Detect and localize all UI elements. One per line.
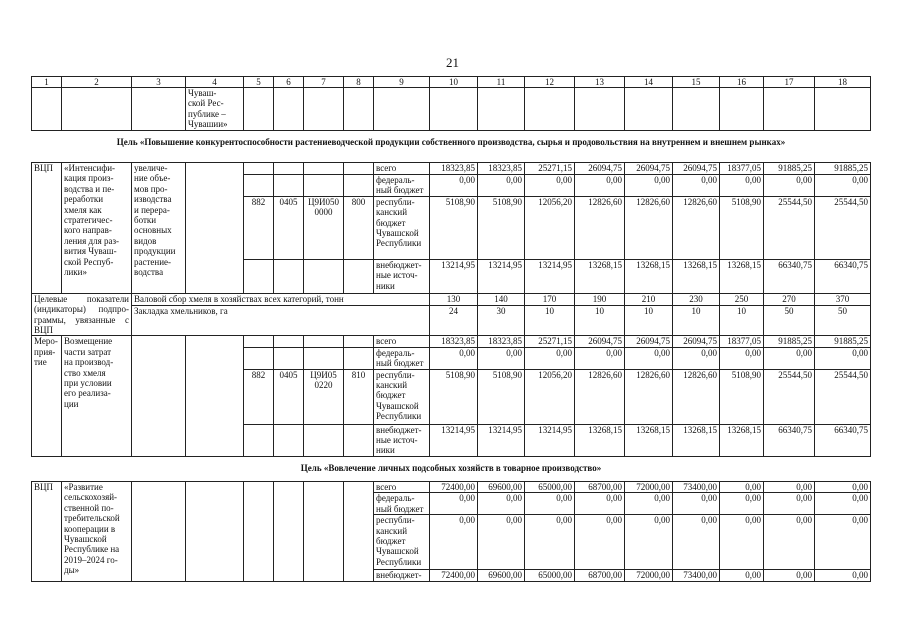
indicators-label: Целевые показатели (индикаторы) подпро-граммы, увязанные с ВЦП xyxy=(32,293,132,336)
block3-row-0 xyxy=(32,481,871,492)
block1-csr: Ц9И050 0000 xyxy=(304,196,344,259)
block1-value-0-7: 91885,25 xyxy=(764,163,815,175)
block2-value-2-0: 5108,90 xyxy=(430,369,478,424)
block2-value-1-8: 0,00 xyxy=(815,347,871,369)
indicator-value-1-4: 10 xyxy=(625,305,673,336)
block2-value-2-6: 5108,90 xyxy=(720,369,764,424)
block1-purpose: увеличе- ние объе- мов про- изводства и перера- ботки основных видов продукции растение- водства xyxy=(132,163,186,294)
header-col-18: 18 xyxy=(815,77,871,88)
header-col-9: 9 xyxy=(374,77,430,88)
block3-value-2-5: 0,00 xyxy=(673,515,720,570)
cont-col-1 xyxy=(32,88,62,131)
block3-source-3: внебюджет- xyxy=(374,570,430,581)
block3-value-0-2: 65000,00 xyxy=(525,481,575,492)
block3-value-1-5: 0,00 xyxy=(673,493,720,515)
indicator-name-0: Валовой сбор хмеля в хозяйствах всех категорий, тонн xyxy=(132,293,430,305)
block1-value-3-8: 66340,75 xyxy=(815,259,871,293)
block2-rz: 0405 xyxy=(274,369,304,424)
block2-value-3-0: 13214,95 xyxy=(430,424,478,456)
block2-code-8-3 xyxy=(344,424,374,456)
header-col-12: 12 xyxy=(525,77,575,88)
block1-value-0-3: 26094,75 xyxy=(575,163,625,175)
block2-code-6-0 xyxy=(274,336,304,347)
block1-value-3-0: 13214,95 xyxy=(430,259,478,293)
header-col-14: 14 xyxy=(625,77,673,88)
block3-value-2-1: 0,00 xyxy=(478,515,525,570)
block3-value-3-3: 68700,00 xyxy=(575,570,625,581)
indicator-value-1-2: 10 xyxy=(525,305,575,336)
block2-value-1-5: 0,00 xyxy=(673,347,720,369)
block1-value-1-1: 0,00 xyxy=(478,175,525,197)
block2-value-3-8: 66340,75 xyxy=(815,424,871,456)
block2-vr: 810 xyxy=(344,369,374,424)
block2-row-0 xyxy=(32,336,871,347)
block1-code-5-1 xyxy=(244,175,274,197)
block1-row-0 xyxy=(32,163,871,175)
indicator-value-1-3: 10 xyxy=(575,305,625,336)
block1-value-2-4: 12826,60 xyxy=(625,196,673,259)
block2-value-3-1: 13214,95 xyxy=(478,424,525,456)
block3-value-2-2: 0,00 xyxy=(525,515,575,570)
block2-value-1-4: 0,00 xyxy=(625,347,673,369)
block2-csr: Ц9И05 0220 xyxy=(304,369,344,424)
block1-value-0-0: 18323,85 xyxy=(430,163,478,175)
cont-col-17 xyxy=(764,88,815,131)
block2-value-3-7: 66340,75 xyxy=(764,424,815,456)
header-col-6: 6 xyxy=(274,77,304,88)
block1-code-8-1 xyxy=(344,175,374,197)
block1-value-1-3: 0,00 xyxy=(575,175,625,197)
block3-value-1-0: 0,00 xyxy=(430,493,478,515)
cont-col-2 xyxy=(62,88,132,131)
cont-col-3 xyxy=(132,88,186,131)
block3-value-1-3: 0,00 xyxy=(575,493,625,515)
goal-row-2-text: Цель «Вовлечение личных подсобных хозяйств в товарное производство» xyxy=(32,456,871,481)
block2-value-0-3: 26094,75 xyxy=(575,336,625,347)
cont-col-6 xyxy=(274,88,304,131)
block1-executor xyxy=(186,163,244,294)
indicator-value-0-3: 190 xyxy=(575,293,625,305)
block2-value-0-2: 25271,15 xyxy=(525,336,575,347)
block2-value-0-4: 26094,75 xyxy=(625,336,673,347)
block3-value-1-7: 0,00 xyxy=(764,493,815,515)
block1-value-0-5: 26094,75 xyxy=(673,163,720,175)
block3-executor xyxy=(186,481,244,581)
block1-code-6-1 xyxy=(274,175,304,197)
block2-value-2-2: 12056,20 xyxy=(525,369,575,424)
block3-value-0-1: 69600,00 xyxy=(478,481,525,492)
block2-code-6-3 xyxy=(274,424,304,456)
block3-value-0-4: 72000,00 xyxy=(625,481,673,492)
block1-code-8-0 xyxy=(344,163,374,175)
block2-executor xyxy=(186,336,244,456)
block1-code-5-0 xyxy=(244,163,274,175)
block1-value-1-0: 0,00 xyxy=(430,175,478,197)
cont-col-8 xyxy=(344,88,374,131)
goal-row-1-text: Цель «Повышение конкурентоспособности растениеводческой продукции собственного производства, сырья и продовольствия на внутреннем и внешнем рынках» xyxy=(32,131,871,163)
block1-value-2-0: 5108,90 xyxy=(430,196,478,259)
block1-value-3-5: 13268,15 xyxy=(673,259,720,293)
block1-value-0-1: 18323,85 xyxy=(478,163,525,175)
cont-col-13 xyxy=(575,88,625,131)
block3-value-1-6: 0,00 xyxy=(720,493,764,515)
indicator-value-1-0: 24 xyxy=(430,305,478,336)
block3-value-3-0: 72400,00 xyxy=(430,570,478,581)
block1-code-6-3 xyxy=(274,259,304,293)
indicator-value-0-4: 210 xyxy=(625,293,673,305)
block1-code-6-0 xyxy=(274,163,304,175)
header-col-1: 1 xyxy=(32,77,62,88)
block2-value-2-5: 12826,60 xyxy=(673,369,720,424)
block2-code-5-3 xyxy=(244,424,274,456)
cont-col-7 xyxy=(304,88,344,131)
block3-value-3-6: 0,00 xyxy=(720,570,764,581)
cont-col-14 xyxy=(625,88,673,131)
header-col-4: 4 xyxy=(186,77,244,88)
block2-value-1-1: 0,00 xyxy=(478,347,525,369)
header-col-17: 17 xyxy=(764,77,815,88)
block2-value-2-7: 25544,50 xyxy=(764,369,815,424)
indicator-row-0 xyxy=(32,293,871,305)
cont-col-16 xyxy=(720,88,764,131)
block1-code-7-3 xyxy=(304,259,344,293)
block2-name: Возмещение части затрат на производ- ство хмеля при условии его реализа- ции xyxy=(62,336,132,456)
cont-col-10 xyxy=(430,88,478,131)
block2-value-0-6: 18377,05 xyxy=(720,336,764,347)
block1-value-1-4: 0,00 xyxy=(625,175,673,197)
cont-col-12 xyxy=(525,88,575,131)
indicator-value-0-2: 170 xyxy=(525,293,575,305)
block1-rz: 0405 xyxy=(274,196,304,259)
block3-value-2-3: 0,00 xyxy=(575,515,625,570)
block3-value-0-7: 0,00 xyxy=(764,481,815,492)
block1-code-7-1 xyxy=(304,175,344,197)
block2-code-5-1 xyxy=(244,347,274,369)
block1-value-3-3: 13268,15 xyxy=(575,259,625,293)
block1-grbs: 882 xyxy=(244,196,274,259)
cont-col-18 xyxy=(815,88,871,131)
block1-value-1-2: 0,00 xyxy=(525,175,575,197)
block1-value-0-2: 25271,15 xyxy=(525,163,575,175)
block3-value-2-7: 0,00 xyxy=(764,515,815,570)
block3-source-0: всего xyxy=(374,481,430,492)
block3-value-2-0: 0,00 xyxy=(430,515,478,570)
block3-source-1: федераль- ный бюджет xyxy=(374,493,430,515)
block1-value-3-7: 66340,75 xyxy=(764,259,815,293)
block2-value-0-7: 91885,25 xyxy=(764,336,815,347)
block2-value-3-5: 13268,15 xyxy=(673,424,720,456)
block1-value-2-6: 5108,90 xyxy=(720,196,764,259)
cont-col-15 xyxy=(673,88,720,131)
block2-value-3-3: 13268,15 xyxy=(575,424,625,456)
block1-value-3-2: 13214,95 xyxy=(525,259,575,293)
indicator-value-0-1: 140 xyxy=(478,293,525,305)
header-col-2: 2 xyxy=(62,77,132,88)
block2-code-8-0 xyxy=(344,336,374,347)
block3-value-1-4: 0,00 xyxy=(625,493,673,515)
header-col-5: 5 xyxy=(244,77,274,88)
indicator-value-1-5: 10 xyxy=(673,305,720,336)
block1-value-0-8: 91885,25 xyxy=(815,163,871,175)
indicator-value-0-5: 230 xyxy=(673,293,720,305)
block1-type: ВЦП xyxy=(32,163,62,294)
block1-value-2-2: 12056,20 xyxy=(525,196,575,259)
block3-value-2-4: 0,00 xyxy=(625,515,673,570)
block1-value-0-4: 26094,75 xyxy=(625,163,673,175)
header-col-15: 15 xyxy=(673,77,720,88)
continuation-row xyxy=(32,88,871,131)
block2-value-0-0: 18323,85 xyxy=(430,336,478,347)
block2-value-1-3: 0,00 xyxy=(575,347,625,369)
block1-value-1-8: 0,00 xyxy=(815,175,871,197)
indicator-row-1 xyxy=(32,305,871,336)
header-col-11: 11 xyxy=(478,77,525,88)
block3-value-3-8: 0,00 xyxy=(815,570,871,581)
block1-value-0-6: 18377,05 xyxy=(720,163,764,175)
block2-value-1-7: 0,00 xyxy=(764,347,815,369)
indicator-value-1-8: 50 xyxy=(815,305,871,336)
block3-value-2-6: 0,00 xyxy=(720,515,764,570)
block3-value-0-8: 0,00 xyxy=(815,481,871,492)
block2-value-1-2: 0,00 xyxy=(525,347,575,369)
block1-value-2-3: 12826,60 xyxy=(575,196,625,259)
block3-value-1-8: 0,00 xyxy=(815,493,871,515)
block2-value-3-4: 13268,15 xyxy=(625,424,673,456)
block3-type: ВЦП xyxy=(32,481,62,581)
indicator-value-1-1: 30 xyxy=(478,305,525,336)
block1-value-2-8: 25544,50 xyxy=(815,196,871,259)
header-col-7: 7 xyxy=(304,77,344,88)
block3-name: «Развитие сельскохозяй- ственной по- требительской кооперации в Чувашской Республике на 2019–2024 го- ды» xyxy=(62,481,132,581)
block1-source-0: всего xyxy=(374,163,430,175)
indicator-value-0-6: 250 xyxy=(720,293,764,305)
indicator-value-0-0: 130 xyxy=(430,293,478,305)
block2-value-0-5: 26094,75 xyxy=(673,336,720,347)
block2-value-3-2: 13214,95 xyxy=(525,424,575,456)
block3-value-0-6: 0,00 xyxy=(720,481,764,492)
indicator-name-1: Закладка хмельников, га xyxy=(132,305,430,336)
block1-value-3-6: 13268,15 xyxy=(720,259,764,293)
header-col-8: 8 xyxy=(344,77,374,88)
block3-value-3-2: 65000,00 xyxy=(525,570,575,581)
block1-code-5-3 xyxy=(244,259,274,293)
block3-code-5 xyxy=(244,481,274,581)
block2-code-5-0 xyxy=(244,336,274,347)
block1-source-1: федераль- ный бюджет xyxy=(374,175,430,197)
block2-value-3-6: 13268,15 xyxy=(720,424,764,456)
block2-code-7-1 xyxy=(304,347,344,369)
goal-row-1 xyxy=(32,131,871,163)
header-col-16: 16 xyxy=(720,77,764,88)
page-number: 21 xyxy=(446,55,459,70)
block3-code-8 xyxy=(344,481,374,581)
indicator-value-1-6: 10 xyxy=(720,305,764,336)
block2-value-2-8: 25544,50 xyxy=(815,369,871,424)
program-table xyxy=(31,76,871,582)
cont-col-5 xyxy=(244,88,274,131)
indicator-value-1-7: 50 xyxy=(764,305,815,336)
cont-col-4: Чуваш- ской Рес- публике – Чувашии» xyxy=(186,88,244,131)
cont-col-11 xyxy=(478,88,525,131)
block3-value-1-2: 0,00 xyxy=(525,493,575,515)
block1-source-2: республи- канский бюджет Чувашской Республики xyxy=(374,196,430,259)
header-col-13: 13 xyxy=(575,77,625,88)
block3-value-3-7: 0,00 xyxy=(764,570,815,581)
block2-grbs: 882 xyxy=(244,369,274,424)
indicator-value-0-8: 370 xyxy=(815,293,871,305)
block1-source-3: внебюджет- ные источ- ники xyxy=(374,259,430,293)
block2-source-0: всего xyxy=(374,336,430,347)
block1-vr: 800 xyxy=(344,196,374,259)
block1-value-2-5: 12826,60 xyxy=(673,196,720,259)
header-col-3: 3 xyxy=(132,77,186,88)
block3-value-2-8: 0,00 xyxy=(815,515,871,570)
block2-value-1-0: 0,00 xyxy=(430,347,478,369)
block2-code-7-0 xyxy=(304,336,344,347)
block3-value-3-5: 73400,00 xyxy=(673,570,720,581)
indicator-value-0-7: 270 xyxy=(764,293,815,305)
block3-value-3-4: 72000,00 xyxy=(625,570,673,581)
block1-name: «Интенсифи- кация произ- водства и пе- реработки хмеля как стратегичес- кого направ- ления для раз- вития Чуваш- ской Респуб- лики» xyxy=(62,163,132,294)
block2-value-0-8: 91885,25 xyxy=(815,336,871,347)
block1-value-2-1: 5108,90 xyxy=(478,196,525,259)
cont-col-9 xyxy=(374,88,430,131)
block2-code-7-3 xyxy=(304,424,344,456)
block2-code-6-1 xyxy=(274,347,304,369)
table-body xyxy=(32,77,871,582)
block2-value-0-1: 18323,85 xyxy=(478,336,525,347)
block2-type: Меро- прия- тие xyxy=(32,336,62,456)
goal-row-2 xyxy=(32,456,871,481)
block1-value-2-7: 25544,50 xyxy=(764,196,815,259)
block1-value-1-7: 0,00 xyxy=(764,175,815,197)
block2-source-2: республи- канский бюджет Чувашской Республики xyxy=(374,369,430,424)
header-row xyxy=(32,77,871,88)
block2-value-2-3: 12826,60 xyxy=(575,369,625,424)
block3-value-0-5: 73400,00 xyxy=(673,481,720,492)
block3-value-0-0: 72400,00 xyxy=(430,481,478,492)
block2-code-8-1 xyxy=(344,347,374,369)
block1-value-1-6: 0,00 xyxy=(720,175,764,197)
block2-value-2-1: 5108,90 xyxy=(478,369,525,424)
block3-source-2: республи- канский бюджет Чувашской Республики xyxy=(374,515,430,570)
block3-code-6 xyxy=(274,481,304,581)
block3-value-1-1: 0,00 xyxy=(478,493,525,515)
block2-source-3: внебюджет- ные источ- ники xyxy=(374,424,430,456)
block2-value-2-4: 12826,60 xyxy=(625,369,673,424)
block1-value-3-4: 13268,15 xyxy=(625,259,673,293)
header-col-10: 10 xyxy=(430,77,478,88)
block3-code-7 xyxy=(304,481,344,581)
block1-value-1-5: 0,00 xyxy=(673,175,720,197)
block2-value-1-6: 0,00 xyxy=(720,347,764,369)
block2-source-1: федераль- ный бюджет xyxy=(374,347,430,369)
block2-purpose xyxy=(132,336,186,456)
block1-code-8-3 xyxy=(344,259,374,293)
block3-purpose xyxy=(132,481,186,581)
block3-value-3-1: 69600,00 xyxy=(478,570,525,581)
block3-value-0-3: 68700,00 xyxy=(575,481,625,492)
block1-value-3-1: 13214,95 xyxy=(478,259,525,293)
block1-code-7-0 xyxy=(304,163,344,175)
program-table-container xyxy=(31,76,870,582)
